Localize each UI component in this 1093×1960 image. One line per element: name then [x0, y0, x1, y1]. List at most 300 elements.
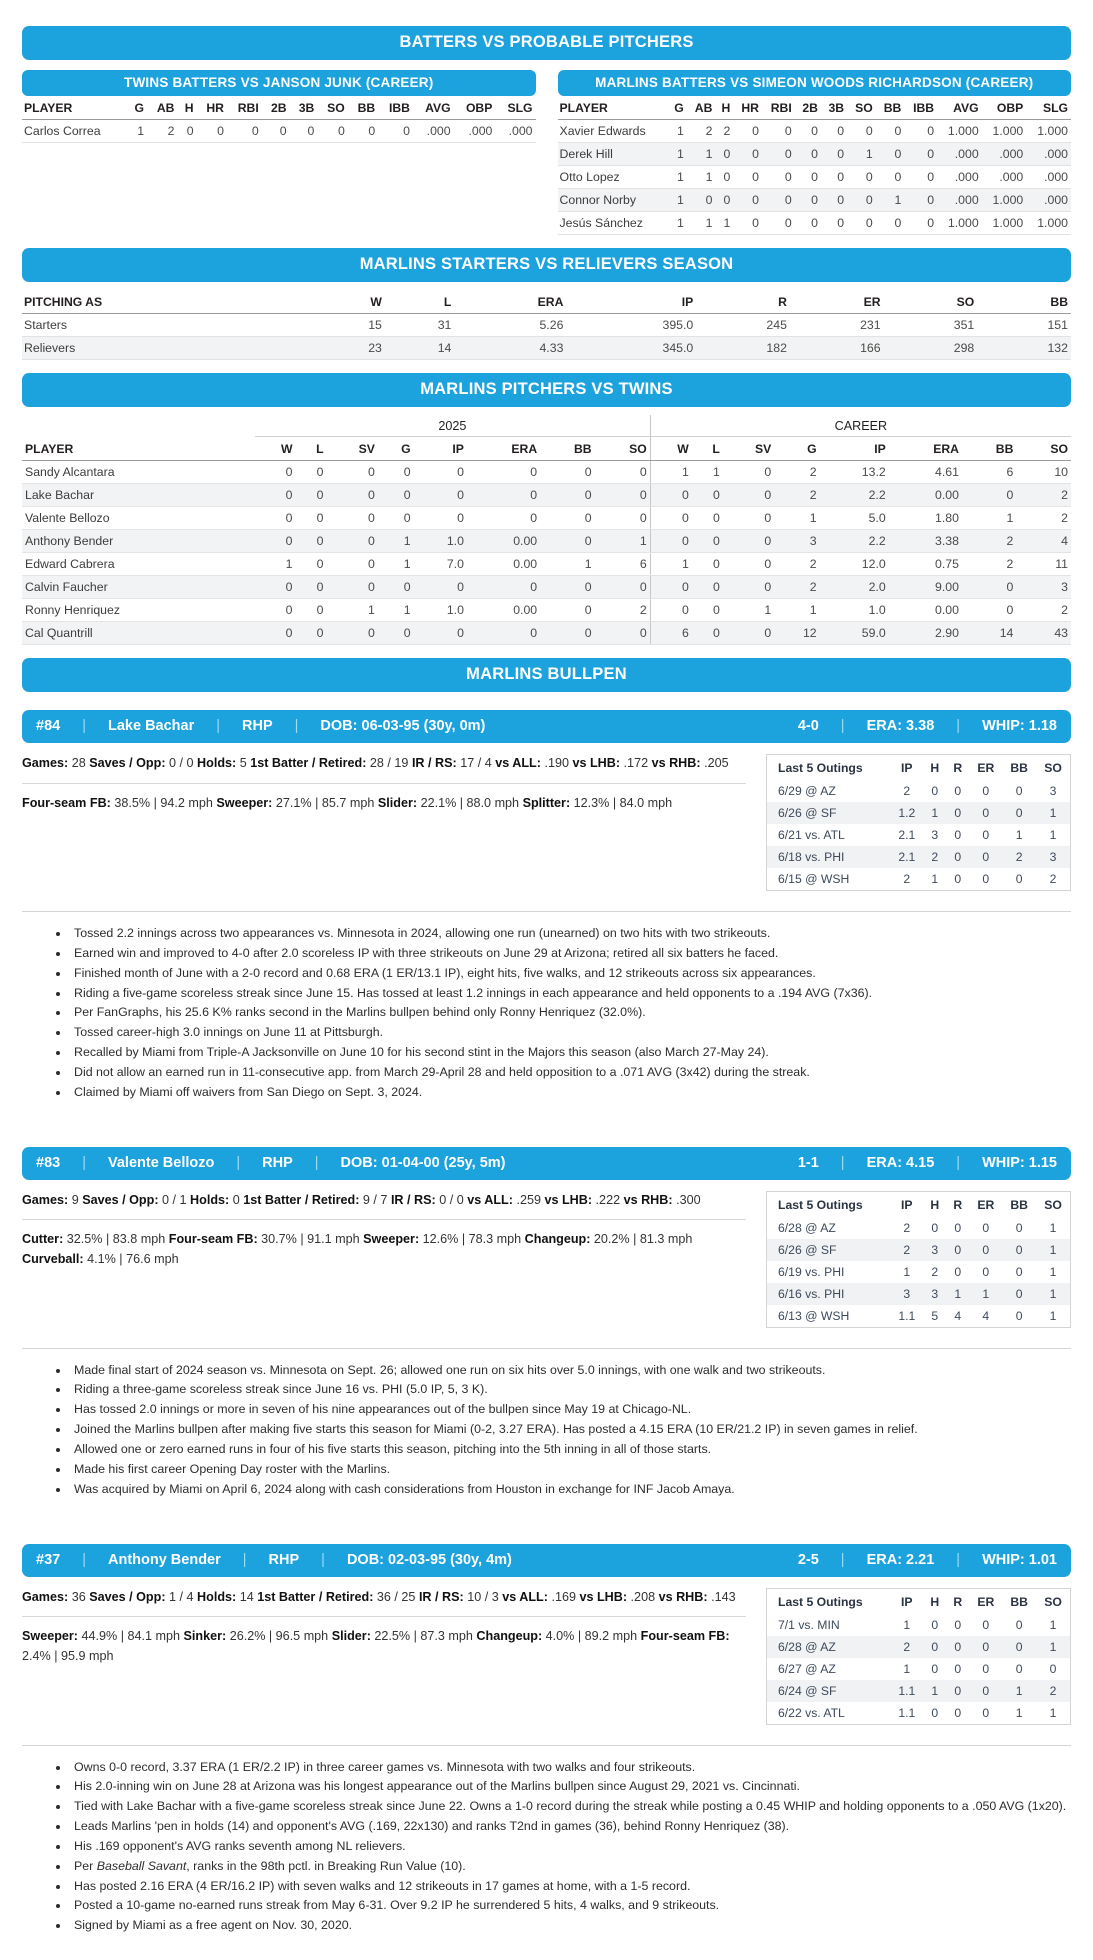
- player-notes-list: [22, 924, 1071, 1102]
- stat-cell: 1: [668, 143, 687, 166]
- player-stat-column: [22, 754, 746, 813]
- player-note: • Per Baseball Savant, ranks in the 98th pctl. in Breaking Run Value (10).: [70, 1857, 1071, 1876]
- stat-cell: 3: [903, 1286, 911, 1301]
- player-era: ERA: 2.21: [866, 1551, 935, 1568]
- stat-cell: 166: [790, 337, 884, 360]
- stat-cell: 0: [762, 189, 795, 212]
- stat-cell: 0: [378, 507, 414, 530]
- stat-cell: 1: [1015, 1705, 1023, 1720]
- player-note: • Recalled by Miami from Triple-A Jacksonville on June 10 for his second stint in the Majors this season (also March 27-May 24).: [70, 1043, 1071, 1062]
- player-whip: WHIP: 1.01: [982, 1551, 1057, 1568]
- stat-cell: 0: [931, 1705, 939, 1720]
- stat-cell: 0: [327, 622, 378, 645]
- column-header: PLAYER: [22, 96, 127, 120]
- stat-cell: 0: [821, 143, 847, 166]
- column-header: BB: [962, 437, 1016, 461]
- outing-date: 6/26 @ SF: [778, 1242, 837, 1257]
- column-header: SLG: [495, 96, 535, 120]
- player-note: • Riding a five-game scoreless streak since June 15. Has tossed at least 1.2 innings in each appearance and held opponents to a .194 AVG (7x36).: [70, 984, 1071, 1003]
- table-row: [22, 314, 1071, 337]
- column-header: SO: [1044, 1594, 1062, 1609]
- table-row: [767, 1702, 1071, 1725]
- stat-cell: .000: [413, 120, 454, 143]
- stat-cell: 1: [1049, 1308, 1057, 1323]
- stat-cell: 1: [540, 553, 594, 576]
- divider: [22, 1348, 1071, 1349]
- stat-cell: 2.90: [889, 622, 962, 645]
- stat-cell: 231: [790, 314, 884, 337]
- stat-cell: 1: [1049, 1617, 1057, 1632]
- last-5-outings-table: [766, 1588, 1071, 1725]
- stat-cell: 0: [723, 461, 774, 484]
- stat-cell: 351: [884, 314, 978, 337]
- player-era: ERA: 3.38: [866, 718, 935, 734]
- player-whip: WHIP: 1.18: [982, 718, 1057, 734]
- column-header: SO: [1044, 761, 1062, 775]
- outing-date: 6/28 @ AZ: [778, 1220, 836, 1235]
- column-header: R: [953, 761, 963, 775]
- stat-cell: 0: [876, 212, 905, 235]
- stat-cell: 0: [255, 484, 295, 507]
- stat-cell: 59.0: [820, 622, 889, 645]
- stat-cell: 0: [255, 530, 295, 553]
- stat-cell: 1: [1049, 1286, 1057, 1301]
- player-stat-column: [22, 1191, 746, 1270]
- column-header: H: [930, 1197, 940, 1212]
- stat-cell: 12: [774, 622, 819, 645]
- column-header: BB: [1010, 1197, 1028, 1212]
- starters-relievers-table: [22, 290, 1071, 360]
- divider: |: [840, 718, 845, 734]
- stat-cell: 0: [904, 212, 937, 235]
- divider: |: [82, 1154, 86, 1171]
- stat-cell: 0.00: [467, 530, 540, 553]
- stat-cell: 0: [733, 143, 762, 166]
- stat-cell: 3: [931, 1286, 939, 1301]
- table-header-row: [22, 437, 1071, 461]
- stat-cell: 0: [723, 576, 774, 599]
- outing-date: 6/22 vs. ATL: [778, 1705, 845, 1720]
- column-header: 3B: [821, 96, 847, 120]
- stat-cell: 0: [954, 828, 962, 842]
- stat-cell: 0: [982, 1639, 990, 1654]
- stat-cell: 0: [954, 1683, 962, 1698]
- stat-cell: 0: [378, 622, 414, 645]
- stat-cell: 0: [295, 461, 326, 484]
- stat-cell: 0: [762, 166, 795, 189]
- stat-cell: 15: [315, 314, 385, 337]
- column-header: R: [696, 290, 790, 314]
- column-header: IP: [820, 437, 889, 461]
- stat-cell: 0: [982, 1242, 990, 1257]
- stat-cell: 0: [795, 189, 821, 212]
- stat-cell: 0: [876, 166, 905, 189]
- player-record: 2-5: [797, 1551, 819, 1568]
- column-header: HR: [197, 96, 227, 120]
- stat-cell: 2: [595, 599, 651, 622]
- stat-cell: 0: [982, 1220, 990, 1235]
- column-header: PLAYER: [22, 437, 255, 461]
- stat-cell: 1: [903, 1617, 911, 1632]
- player-note: • Riding a three-game scoreless streak since June 16 vs. PHI (5.0 IP, 5, 3 K).: [70, 1380, 1071, 1399]
- stat-cell: 0: [467, 484, 540, 507]
- divider: |: [956, 1154, 961, 1171]
- column-header: IP: [901, 761, 913, 775]
- column-header: ER: [977, 1594, 995, 1609]
- outing-date: 6/19 vs. PHI: [778, 1264, 845, 1279]
- column-header: ER: [977, 1197, 995, 1212]
- stat-cell: 0: [1015, 806, 1023, 820]
- stat-cell: 132: [977, 337, 1071, 360]
- column-header: AVG: [413, 96, 454, 120]
- outing-date: 6/16 vs. PHI: [778, 1286, 845, 1301]
- column-header: PITCHING AS: [22, 290, 315, 314]
- player-note: • Has posted 2.16 ERA (4 ER/16.2 IP) with seven walks and 12 strikeouts in 17 games at home, with a 1-5 record.: [70, 1877, 1071, 1896]
- stat-cell: 1.0: [414, 599, 467, 622]
- player-note: • Made his first career Opening Day roster with the Marlins.: [70, 1460, 1071, 1479]
- stat-cell: 0: [227, 120, 262, 143]
- column-header: H: [930, 761, 940, 775]
- stat-cell: 0: [795, 120, 821, 143]
- stat-cell: 14: [962, 622, 1016, 645]
- column-header: AB: [147, 96, 177, 120]
- player-name: Valente Bellozo: [107, 1154, 215, 1171]
- stat-cell: 0: [317, 120, 347, 143]
- marlins-batters-block: [558, 70, 1072, 235]
- table-header-row: [767, 1191, 1071, 1217]
- stat-cell: 0: [1015, 1286, 1023, 1301]
- stat-cell: .000: [982, 166, 1027, 189]
- stat-cell: 0: [733, 212, 762, 235]
- twins-batters-block: [22, 70, 536, 143]
- stat-cell: 0: [904, 143, 937, 166]
- stat-cell: 1.1: [898, 1308, 916, 1323]
- stat-cell: 0: [595, 622, 651, 645]
- pitchers-vs-twins-body: [22, 461, 1071, 645]
- stat-cell: 3: [1049, 784, 1057, 798]
- divider: [22, 1745, 1071, 1746]
- stat-cell: 1: [687, 166, 716, 189]
- outing-date: 6/21 vs. ATL: [778, 828, 845, 842]
- divider: |: [840, 1551, 845, 1568]
- batters-vs-probable-pitchers: [22, 70, 1071, 235]
- table-row: [767, 824, 1071, 846]
- row-label: Otto Lopez: [558, 166, 669, 189]
- stat-cell: 0: [327, 553, 378, 576]
- stat-cell: 5: [931, 1308, 939, 1323]
- stat-cell: 0: [414, 622, 467, 645]
- player-number: #84: [36, 718, 61, 734]
- stat-cell: 0: [723, 507, 774, 530]
- divider: |: [956, 718, 961, 734]
- stat-cell: 0: [795, 212, 821, 235]
- table-row: [767, 1614, 1071, 1636]
- player-note: • Was acquired by Miami on April 6, 2024 along with cash considerations from Houston in exchange for INF Jacob Amaya.: [70, 1480, 1071, 1499]
- stat-cell: 1: [1015, 1683, 1023, 1698]
- player-note: • Did not allow an earned run in 11-consecutive app. from March 29-April 28 and held opposition to a .071 AVG (3x42) during the streak.: [70, 1063, 1071, 1082]
- column-header: BB: [876, 96, 905, 120]
- player-record: 4-0: [797, 718, 819, 734]
- column-header: IBB: [904, 96, 937, 120]
- stat-cell: 0: [540, 599, 594, 622]
- stat-cell: 2.2: [820, 484, 889, 507]
- column-header: BB: [1010, 761, 1028, 775]
- player-note: • His .169 opponent's AVG ranks seventh among NL relievers.: [70, 1837, 1071, 1856]
- stat-cell: 0: [982, 784, 990, 798]
- divider: |: [236, 1154, 241, 1171]
- player-note: • Joined the Marlins bullpen after making five starts this season for Miami (0-2, 3.27 ERA). Has posted a 4.15 ERA (10 ER/21.2 IP) in seven games in relief.: [70, 1420, 1071, 1439]
- player-notes-list: [22, 1758, 1071, 1936]
- pitcher-name: Edward Cabrera: [22, 553, 255, 576]
- stat-cell: 3: [1049, 850, 1057, 864]
- table-row: [767, 1680, 1071, 1702]
- player-note: • Tied with Lake Bachar with a five-game scoreless streak since June 22. Owns a 1-0 record during the streak while posting a 0.45 WHIP and holding opponents to a .050 AVG (1x20).: [70, 1797, 1071, 1816]
- stat-cell: 0: [295, 484, 326, 507]
- stat-cell: 0: [1015, 1308, 1023, 1323]
- pitcher-name: Valente Bellozo: [22, 507, 255, 530]
- stat-cell: 0: [904, 166, 937, 189]
- column-header: SO: [1044, 1197, 1062, 1212]
- stat-cell: 0: [982, 806, 990, 820]
- stat-cell: 1: [1049, 1242, 1057, 1257]
- stat-cell: 1: [650, 461, 692, 484]
- pitcher-name: Cal Quantrill: [22, 622, 255, 645]
- stat-cell: 14: [385, 337, 455, 360]
- stat-cell: 298: [884, 337, 978, 360]
- twins-batters-title: TWINS BATTERS VS JANSON JUNK (CAREER): [22, 70, 536, 96]
- stat-cell: 0: [467, 461, 540, 484]
- last-5-outings-table: [766, 1191, 1071, 1328]
- stat-cell: 0: [290, 120, 318, 143]
- table-header-row: [22, 96, 536, 120]
- stat-cell: 182: [696, 337, 790, 360]
- stat-cell: 0: [650, 484, 692, 507]
- stat-cell: 2: [1016, 599, 1071, 622]
- stat-cell: 0: [378, 461, 414, 484]
- stat-cell: 1: [847, 143, 876, 166]
- stat-cell: 1: [668, 120, 687, 143]
- column-header: IBB: [378, 96, 413, 120]
- stat-cell: 0: [821, 120, 847, 143]
- outing-date: 6/27 @ AZ: [778, 1661, 836, 1676]
- stat-cell: 2.0: [820, 576, 889, 599]
- column-header: BB: [540, 437, 594, 461]
- stat-cell: 4.61: [889, 461, 962, 484]
- stat-cell: 1.000: [1026, 212, 1071, 235]
- column-header: L: [295, 437, 326, 461]
- stat-cell: 2: [903, 1242, 911, 1257]
- stat-cell: 0: [982, 872, 990, 886]
- column-header: SO: [595, 437, 651, 461]
- stat-cell: 0: [1015, 784, 1023, 798]
- stat-cell: 0: [692, 530, 723, 553]
- stat-cell: 2: [931, 850, 939, 864]
- player-header[interactable]: [22, 710, 1071, 743]
- pitcher-name: Sandy Alcantara: [22, 461, 255, 484]
- stat-cell: 6: [962, 461, 1016, 484]
- divider: |: [82, 1551, 86, 1568]
- stat-cell: 0: [723, 484, 774, 507]
- table-header-row: [558, 96, 1072, 120]
- player-note: • Finished month of June with a 2-0 record and 0.68 ERA (1 ER/13.1 IP), eight hits, five walks, and 12 strikeouts across six appearances.: [70, 964, 1071, 983]
- stat-cell: 1.1: [898, 1683, 916, 1698]
- table-row: [558, 189, 1072, 212]
- outing-date: 7/1 vs. MIN: [778, 1617, 840, 1632]
- stat-cell: 0: [962, 576, 1016, 599]
- player-pitch-mix-line: Cutter: 32.5% | 83.8 mph Four-seam FB: 30.7% | 91.1 mph Sweeper: 12.6% | 78.3 mph Changeup: 20.2% | 81.3 mph Curveball: 4.1% | 76.6 mph: [22, 1232, 693, 1267]
- table-row: [22, 530, 1071, 553]
- spacer: [22, 1103, 1071, 1129]
- player-splits-line: Games: 36 Saves / Opp: 1 / 4 Holds: 14 1st Batter / Retired: 36 / 25 IR / RS: 10 / 3 vs ALL: .169 vs LHB: .208 vs RHB: .143: [22, 1589, 736, 1604]
- outing-date: 6/15 @ WSH: [778, 872, 850, 886]
- stat-cell: 13.2: [820, 461, 889, 484]
- stat-cell: 43: [1016, 622, 1071, 645]
- table-row: [22, 507, 1071, 530]
- player-card-body: [22, 1191, 1071, 1328]
- table-header-row: [767, 755, 1071, 781]
- stat-cell: 0: [595, 484, 651, 507]
- column-header: G: [127, 96, 147, 120]
- outing-date: 6/24 @ SF: [778, 1683, 837, 1698]
- column-header: BB: [348, 96, 378, 120]
- row-label: Derek Hill: [558, 143, 669, 166]
- row-label: Jesús Sánchez: [558, 212, 669, 235]
- stat-cell: 2: [687, 120, 716, 143]
- column-header: SV: [327, 437, 378, 461]
- stat-cell: 1: [668, 189, 687, 212]
- player-name: Lake Bachar: [107, 718, 195, 734]
- column-header: H: [930, 1594, 940, 1609]
- divider: |: [294, 718, 299, 734]
- table-row: [22, 622, 1071, 645]
- stat-cell: 2: [1049, 872, 1057, 886]
- player-note: • Tossed career-high 3.0 innings on June 11 at Pittsburgh.: [70, 1023, 1071, 1042]
- column-header: Last 5 Outings: [778, 1594, 863, 1609]
- stat-cell: 0: [982, 1683, 990, 1698]
- stat-cell: 0: [954, 1639, 962, 1654]
- column-header: IP: [901, 1197, 913, 1212]
- stat-cell: 3: [931, 1242, 939, 1257]
- divider: |: [840, 1154, 845, 1171]
- column-header: ERA: [889, 437, 962, 461]
- column-header: SO: [317, 96, 347, 120]
- stat-cell: 0.00: [467, 599, 540, 622]
- divider: |: [216, 718, 221, 734]
- stat-cell: 1: [687, 143, 716, 166]
- stat-cell: 0: [327, 484, 378, 507]
- stat-cell: 1: [931, 1683, 939, 1698]
- player-era: ERA: 4.15: [866, 1154, 935, 1171]
- group-header-row: [22, 415, 1071, 437]
- player-card-body: [22, 1588, 1071, 1725]
- stat-cell: 0: [821, 166, 847, 189]
- stat-cell: 1: [1049, 828, 1057, 842]
- stat-cell: 1: [982, 1286, 990, 1301]
- stat-cell: 2: [1016, 484, 1071, 507]
- stat-cell: 0: [414, 507, 467, 530]
- stat-cell: .000: [454, 120, 496, 143]
- table-row: [22, 484, 1071, 507]
- column-header: HR: [733, 96, 762, 120]
- divider: [22, 1219, 746, 1220]
- last-5-outings-table: [766, 754, 1071, 891]
- player-note: • Tossed 2.2 innings across two appearances vs. Minnesota in 2024, allowing one run (unearned) on two hits with two strikeouts.: [70, 924, 1071, 943]
- column-header: 2B: [262, 96, 290, 120]
- stat-cell: 0: [733, 120, 762, 143]
- table-row: [558, 143, 1072, 166]
- stat-cell: 4: [954, 1308, 962, 1323]
- stat-cell: 0: [692, 599, 723, 622]
- stat-cell: 0: [931, 1617, 939, 1632]
- table-row: [22, 576, 1071, 599]
- table-row: [767, 780, 1071, 802]
- divider: |: [242, 1551, 247, 1568]
- stat-cell: 0: [540, 461, 594, 484]
- column-header: OBP: [454, 96, 496, 120]
- stat-cell: 1: [774, 507, 819, 530]
- stat-cell: 2: [1015, 850, 1023, 864]
- stat-cell: 1.000: [982, 212, 1027, 235]
- stat-cell: 0: [540, 622, 594, 645]
- stat-cell: 1: [876, 189, 905, 212]
- stat-cell: 0: [1015, 1220, 1023, 1235]
- player-number: #37: [36, 1551, 61, 1568]
- player-header[interactable]: [22, 1544, 1071, 1577]
- player-header[interactable]: [22, 1147, 1071, 1180]
- stat-cell: 2: [774, 484, 819, 507]
- stat-cell: 1: [1049, 806, 1057, 820]
- stat-cell: 2: [903, 1639, 911, 1654]
- stat-cell: 0: [1015, 1242, 1023, 1257]
- stat-cell: 1: [650, 553, 692, 576]
- stat-cell: 1.000: [982, 189, 1027, 212]
- player-note: • Has tossed 2.0 innings or more in seven of his nine appearances out of the bullpen since May 19 at Chicago-NL.: [70, 1400, 1071, 1419]
- stat-cell: 0: [954, 1617, 962, 1632]
- stat-cell: 1.000: [937, 120, 982, 143]
- stat-cell: 1: [255, 553, 295, 576]
- column-header: SO: [884, 290, 978, 314]
- outing-date: 6/13 @ WSH: [778, 1308, 850, 1323]
- stat-cell: 2: [774, 576, 819, 599]
- player-splits-line: Games: 28 Saves / Opp: 0 / 0 Holds: 5 1st Batter / Retired: 28 / 19 IR / RS: 17 / 4 vs ALL: .190 vs LHB: .172 vs RHB: .205: [22, 756, 729, 770]
- stat-cell: 0: [327, 576, 378, 599]
- player-pitch-mix-line: Sweeper: 44.9% | 84.1 mph Sinker: 26.2% | 96.5 mph Slider: 22.5% | 87.3 mph Changeup: 4.0% | 89.2 mph Four-seam FB: 2.4% | 95.9 mph: [22, 1629, 730, 1664]
- stat-cell: 0: [954, 1661, 962, 1676]
- stat-cell: 0: [954, 850, 962, 864]
- table-row: [767, 1283, 1071, 1305]
- stat-cell: 1: [1015, 828, 1023, 842]
- stat-cell: 1: [668, 166, 687, 189]
- column-header: RBI: [227, 96, 262, 120]
- marlins-batters-table: [558, 96, 1072, 235]
- stat-cell: 0: [378, 120, 413, 143]
- stat-cell: 1.0: [414, 530, 467, 553]
- stat-cell: 0: [1015, 1264, 1023, 1279]
- pitchers-vs-twins-title: MARLINS PITCHERS VS TWINS: [22, 373, 1071, 407]
- stat-cell: 1: [903, 1264, 911, 1279]
- row-label: Xavier Edwards: [558, 120, 669, 143]
- stat-cell: 0: [692, 576, 723, 599]
- stat-cell: 1: [1049, 1705, 1057, 1720]
- stat-cell: 0: [595, 576, 651, 599]
- stat-cell: 0: [954, 784, 962, 798]
- table-row: [558, 120, 1072, 143]
- column-header: SO: [847, 96, 876, 120]
- player-throwing-hand: RHP: [242, 718, 273, 734]
- column-header: R: [953, 1197, 963, 1212]
- player-dob: DOB: 02-03-95 (30y, 4m): [346, 1551, 512, 1568]
- table-row: [767, 802, 1071, 824]
